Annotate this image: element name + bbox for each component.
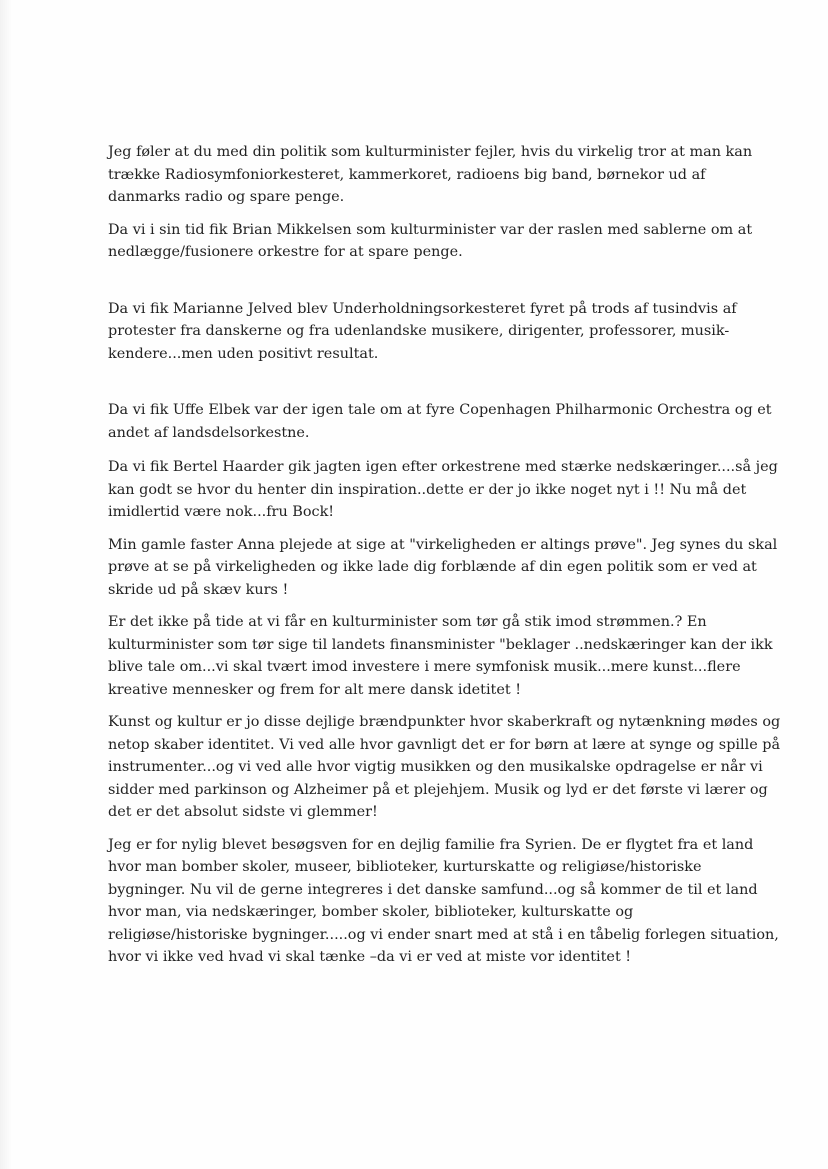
text-line: andet af landsdelsorkestne. (108, 424, 310, 441)
text-line: Jeg føler at du med din politik som kulturminister fejler, hvis du virkelig tror at man kan (108, 144, 753, 160)
paragraph-4 (108, 399, 778, 444)
letter-body (108, 141, 781, 969)
paragraph-8 (108, 711, 781, 824)
text-line: kendere...men uden positivt resultat. (108, 345, 379, 362)
text-line: Jeg er for nylig blevet besøgsven for en dejlig familie fra Syrien. De er flygtet fra et land (108, 836, 754, 853)
page-edge-shadow (0, 0, 12, 1169)
text-line: hvor man, via nedskæringer, bomber skoler, biblioteker, kulturskatte og (108, 904, 634, 920)
text-line: blive tale om...vi skal tvært imod investere i mere symfonisk musik...mere kunst...flere (108, 659, 741, 675)
text-line: hvor man bomber skoler, museer, biblioteker, kurturskatte og religiøse/historiske (108, 859, 702, 875)
text-line: kan godt se hvor du henter din inspiration..dette er der jo ikke noget nyt i !! Nu må det (108, 481, 747, 498)
text-line: protester fra danskerne og fra udenlandske musikere, dirigenter, professorer, musik- (108, 323, 730, 339)
text-line: nedlægge/fusionere orkestre for at spare penge. (108, 244, 463, 260)
paragraph-6 (108, 534, 778, 602)
text-line: Da vi fik Bertel Haarder gik jagten igen efter orkestrene med stærke nedskæringer....så jeg (108, 459, 778, 475)
text-line: prøve at se på virkeligheden og ikke lade dig forblænde af din egen politik som er ved at (108, 559, 757, 575)
text-line: Da vi i sin tid fik Brian Mikkelsen som kulturminister var der raslen med sablerne om at (108, 221, 753, 238)
text-line: danmarks radio og spare penge. (108, 189, 345, 205)
text-line: hvor vi ikke ved hvad vi skal tænke –da vi er ved at miste vor identitet ! (108, 949, 632, 965)
paragraph-7 (108, 611, 778, 701)
text-line: religiøse/historiske bygninger.....og vi ender snart med at stå i en tåbelig forlegen situation, (108, 926, 779, 943)
paragraph-9 (108, 834, 778, 969)
text-line: netop skaber identitet. Vi ved alle hvor gavnligt det er for børn at lære at synge og spille på (108, 736, 781, 753)
paragraph-3 (108, 298, 778, 366)
text-line: imidlertid være nok...fru Bock! (108, 504, 335, 520)
paragraph-1 (108, 141, 778, 209)
text-line: skride ud på skæv kurs ! (108, 581, 289, 598)
text-line: Kunst og kultur er jo disse dejlige brændpunkter hvor skaberkraft og nytænkning mødes og (108, 714, 781, 730)
text-line: instrumenter...og vi ved alle hvor vigtig musikken og den musikalske opdragelse er når vi (108, 759, 763, 775)
text-line: Er det ikke på tide at vi får en kulturminister som tør gå stik imod strømmen.? En (108, 614, 707, 630)
paragraph-5 (108, 456, 778, 524)
text-line: Da vi fik Marianne Jelved blev Underholdningsorkesteret fyret på trods af tusindvis af (108, 300, 737, 317)
text-line: det er det absolut sidste vi glemmer! (108, 804, 378, 820)
paragraph-2 (108, 219, 778, 264)
text-line: Min gamle faster Anna plejede at sige at "virkeligheden er altings prøve". Jeg synes du skal (108, 536, 778, 553)
text-line: trække Radiosymfoniorkesteret, kammerkoret, radioens big band, børnekor ud af (108, 166, 706, 183)
text-line: bygninger. Nu vil de gerne integreres i det danske samfund...og så kommer de til et land (108, 881, 758, 898)
text-line: kulturminister som tør sige til landets finansminister "beklager ..nedskæringer kan der ikk (108, 636, 773, 653)
text-line: sidder med parkinson og Alzheimer på et plejehjem. Musik og lyd er det første vi lærer og (108, 781, 768, 798)
text-line: kreative mennesker og frem for alt mere dansk idetitet ! (108, 681, 521, 698)
text-line: Da vi fik Uffe Elbek var der igen tale om at fyre Copenhagen Philharmonic Orchestra og et (108, 402, 772, 418)
